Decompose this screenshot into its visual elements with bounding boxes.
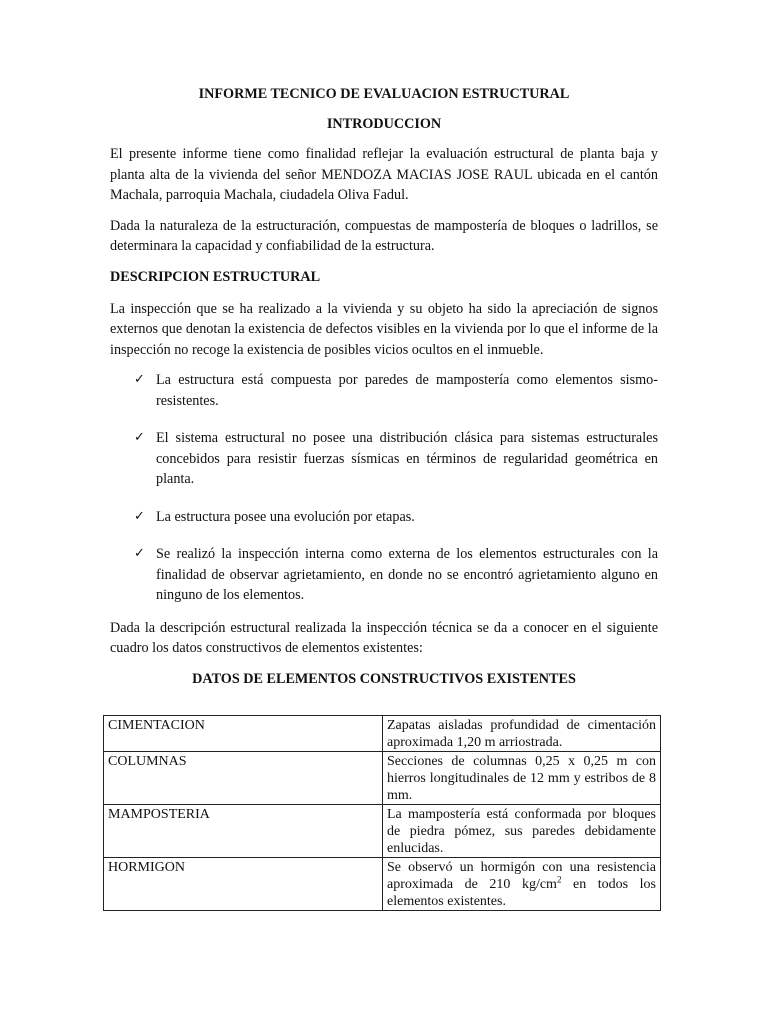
intro-heading: INTRODUCCION xyxy=(326,116,442,132)
check-icon: ✓ xyxy=(134,508,145,524)
description-text: en todos los elementos existentes. xyxy=(387,877,656,909)
superscript: 2 xyxy=(556,874,562,885)
elements-table xyxy=(103,715,661,911)
description-text: Se observó un hormigón con una resistencia aproximada de 210 kg/cm xyxy=(387,860,656,892)
checklist-item xyxy=(110,544,658,606)
document-title: INFORME TECNICO DE EVALUACION ESTRUCTURAL xyxy=(198,86,570,102)
table-cell-element: CIMENTACION xyxy=(104,716,383,752)
checklist xyxy=(110,370,658,606)
description-paragraph-1: La inspección que se ha realizado a la vivienda y su objeto ha sido la apreciación de signos externos que denotan la existencia de defectos visibles en la vivienda por lo que el informe de la inspección no recoge la existencia de posibles vicios ocultos en el inmueble. xyxy=(110,300,658,358)
checklist-item-text: Se realizó la inspección interna como externa de los elementos estructurales con la finalidad de observar agrietamiento, en donde no se encontró agrietamiento alguno en ninguno de los elementos. xyxy=(156,546,658,603)
intro-paragraph-1: El presente informe tiene como finalidad reflejar la evaluación estructural de planta baja y planta alta de la vivienda del señor MENDOZA MACIAS JOSE RAUL ubicada en el cantón Machala, parroquia Machala, ciudadela Oliva Fadul. xyxy=(110,146,658,203)
checklist-item xyxy=(110,428,658,490)
description-heading: DESCRIPCION ESTRUCTURAL xyxy=(110,268,321,285)
check-icon: ✓ xyxy=(134,546,145,561)
table-row xyxy=(104,716,661,752)
table-heading: DATOS DE ELEMENTOS CONSTRUCTIVOS EXISTENTES xyxy=(192,670,576,687)
checklist-item-text: La estructura posee una evolución por etapas. xyxy=(156,508,415,525)
table-cell-element: MAMPOSTERIA xyxy=(104,805,383,858)
checklist-item-text: La estructura está compuesta por paredes de mampostería como elementos sismo-resistentes. xyxy=(156,372,658,409)
table-cell-description: Secciones de columnas 0,25 x 0,25 m con hierros longitudinales de 12 mm y estribos de 8 mm. xyxy=(383,752,661,805)
table-cell-description: Zapatas aisladas profundidad de cimentación aproximada 1,20 m arriostrada. xyxy=(383,716,661,752)
check-icon: ✓ xyxy=(134,372,145,387)
table-cell-element: HORMIGON xyxy=(104,858,383,911)
checklist-item xyxy=(110,507,658,528)
checklist-item xyxy=(110,370,658,411)
description-paragraph-2: Dada la descripción estructural realizada la inspección técnica se da a conocer en el siguiente cuadro los datos constructivos de elementos existentes: xyxy=(110,619,658,656)
check-icon: ✓ xyxy=(134,430,145,445)
table-cell-description xyxy=(383,858,661,911)
document-body xyxy=(110,84,658,689)
table-cell-element: COLUMNAS xyxy=(104,752,383,805)
intro-paragraph-2: Dada la naturaleza de la estructuración, compuestas de mampostería de bloques o ladrillos, se determinara la capacidad y confiabilidad de la estructura. xyxy=(110,217,658,254)
table-row xyxy=(104,752,661,805)
checklist-item-text: El sistema estructural no posee una distribución clásica para sistemas estructurales concebidos para resistir fuerzas sísmicas en términos de regularidad geométrica en planta. xyxy=(156,430,658,487)
table-cell-description: La mampostería está conformada por bloques de piedra pómez, sus paredes debidamente enlucidas. xyxy=(383,805,661,858)
table-row xyxy=(104,805,661,858)
table-row xyxy=(104,858,661,911)
